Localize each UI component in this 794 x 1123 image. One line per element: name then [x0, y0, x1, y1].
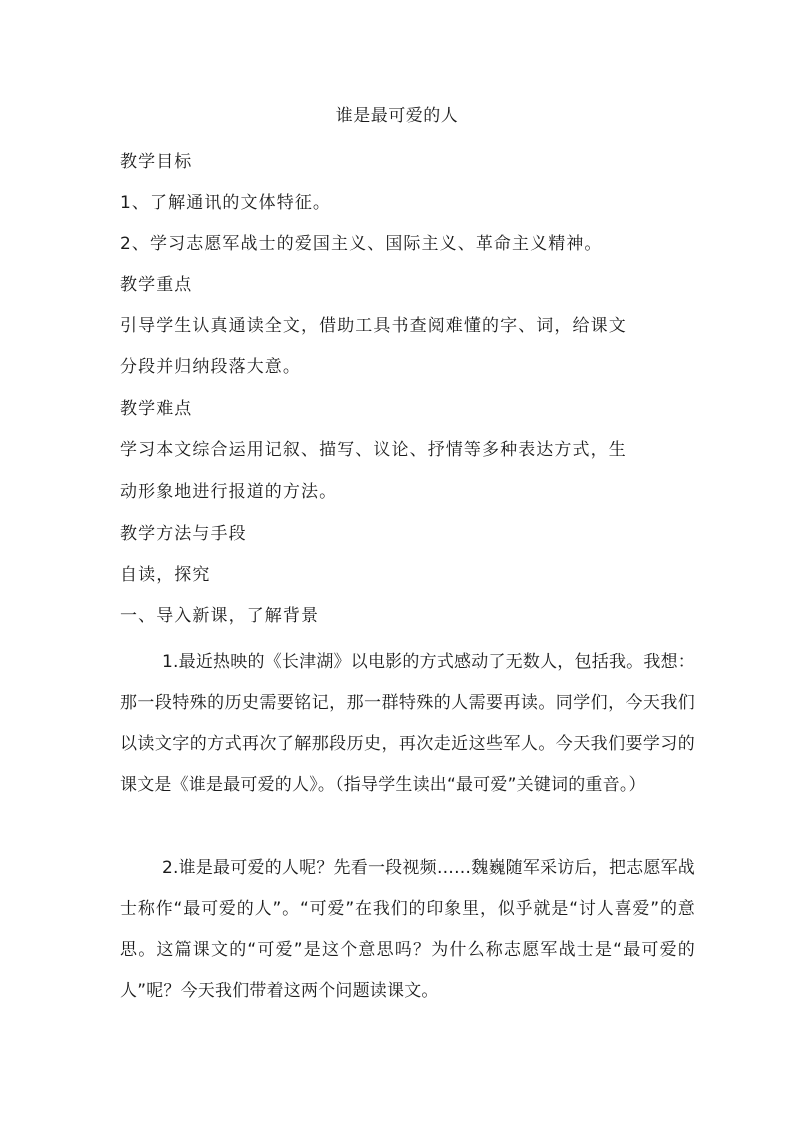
document-title: 谁是最可爱的人 [335, 106, 459, 126]
intro-paragraph-1: 1.最近热映的《长津湖》以电影的方式感动了无数人，包括我。我想：那一段特殊的历史需要铭记，那一群特殊的人需要再读。同学们，今天我们以读文字的方式再次了解那段历史，再次走近这些军人。今天我们要学习的课文是《谁是最可爱的人》。（指导学生读出“最可爱”关键词的重音。） [120, 652, 695, 795]
methods-text: 自读，探究 [120, 565, 211, 585]
goal-item-2: 2、学习志愿军战士的爱国主义、国际主义、革命主义精神。 [120, 234, 603, 254]
difficult-points-line-1: 学习本文综合运用记叙、描写、议论、抒情等多种表达方式，生 [120, 440, 627, 460]
part-one-heading: 一、导入新课，了解背景 [120, 606, 320, 626]
goals-heading: 教学目标 [120, 152, 193, 172]
methods-heading: 教学方法与手段 [120, 524, 247, 544]
difficult-points-heading: 教学难点 [120, 399, 193, 419]
difficult-points-line-2: 动形象地进行报道的方法。 [120, 482, 338, 502]
key-points-line-2: 分段并归纳段落大意。 [120, 357, 301, 377]
intro-paragraph-2: 2.谁是最可爱的人呢？先看一段视频……魏巍随军采访后，把志愿军战士称作“最可爱的人”。“可爱”在我们的印象里，似乎就是“讨人喜爱”的意思。这篇课文的“可爱”是这个意思吗？为什么称志愿军战士是“最可爱的人”呢？今天我们带着这两个问题读课文。 [120, 858, 695, 1001]
key-points-heading: 教学重点 [120, 275, 193, 295]
goal-item-1: 1、了解通讯的文体特征。 [120, 193, 332, 213]
key-points-line-1: 引导学生认真通读全文，借助工具书查阅难懂的字、词，给课文 [120, 316, 627, 336]
